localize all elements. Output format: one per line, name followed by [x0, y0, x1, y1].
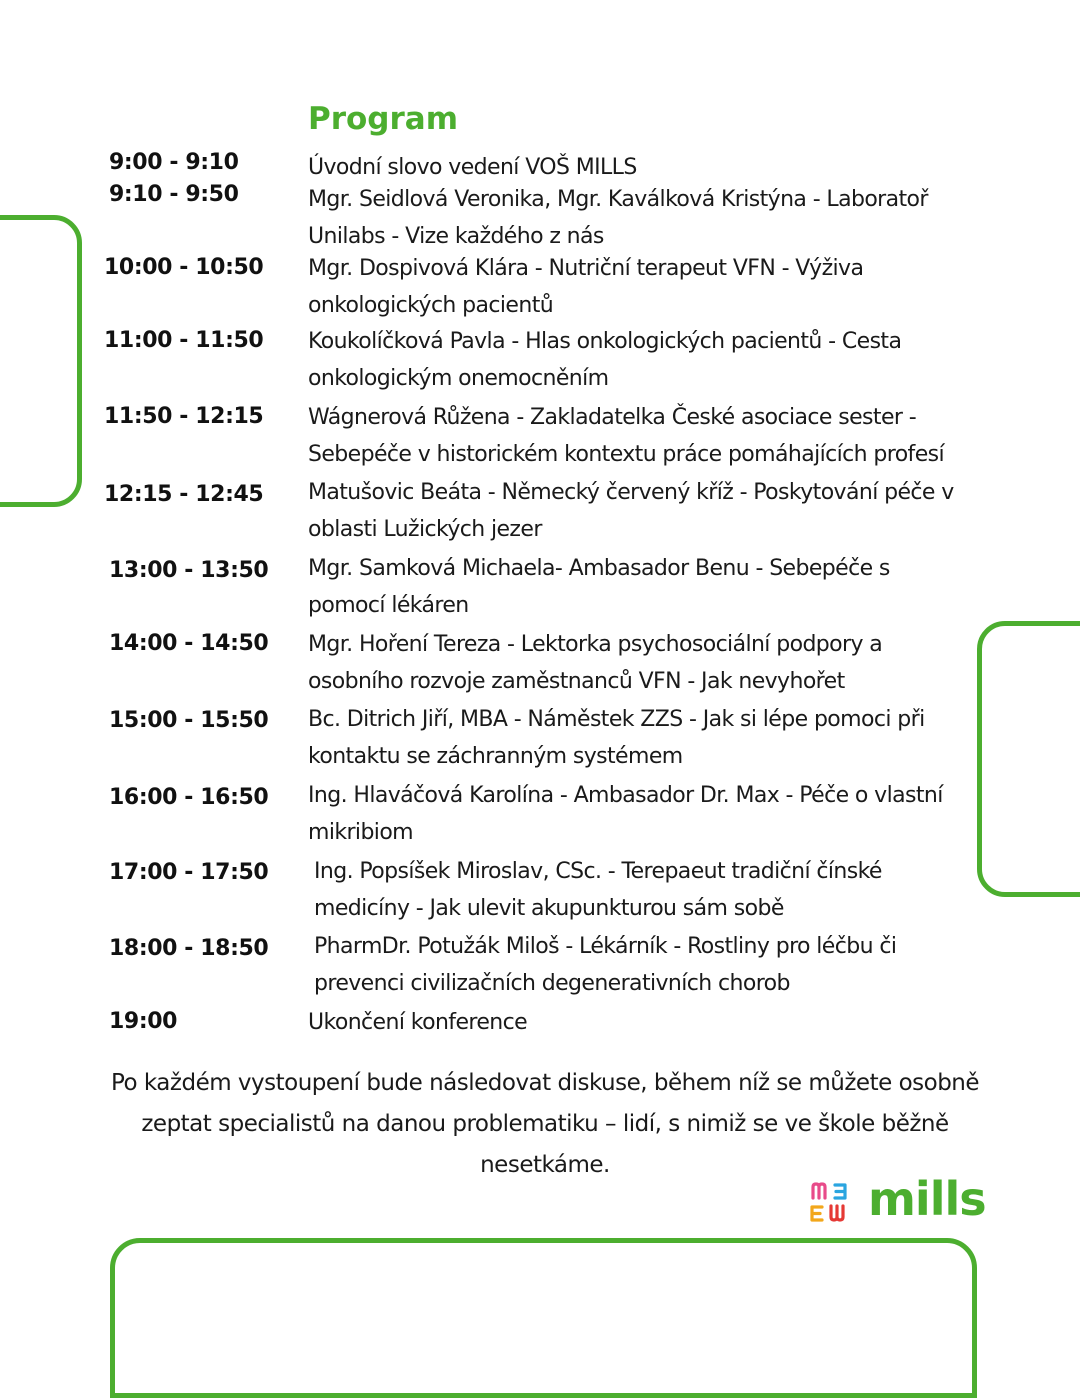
time-slot: 17:00 - 17:50 [109, 860, 269, 885]
talk-description: Wágnerová Růžena - Zakladatelka České asociace sester - Sebepéče v historickém kontextu práce pomáhajících profesí [308, 405, 945, 467]
time-slot: 11:00 - 11:50 [104, 328, 264, 353]
time-slot: 15:00 - 15:50 [109, 708, 269, 733]
time-slot: 10:00 - 10:50 [104, 255, 264, 280]
talk-description: Koukolíčková Pavla - Hlas onkologických pacientů - Cesta onkologickým onemocněním [308, 329, 902, 391]
talk-description: Ing. Hlaváčová Karolína - Ambasador Dr. Max - Péče o vlastní mikribiom [308, 783, 943, 845]
talk-description: Mgr. Samková Michaela- Ambasador Benu - Sebepéče s pomocí lékáren [308, 556, 890, 618]
decorative-frame-bottom [110, 1238, 977, 1398]
time-slot: 14:00 - 14:50 [109, 631, 269, 656]
talk-description: Mgr. Hoření Tereza - Lektorka psychosociální podpory a osobního rozvoje zaměstnanců VFN - Jak nevyhořet [308, 632, 883, 694]
logo-wordmark: mills [868, 1172, 986, 1226]
talk-description: Bc. Ditrich Jiří, MBA - Náměstek ZZS - Jak si lépe pomoci při kontaktu se záchranným systémem [308, 707, 925, 769]
talk-description: Mgr. Seidlová Veronika, Mgr. Kaválková Kristýna - Laboratoř Unilabs - Vize každého z nás [308, 187, 928, 249]
discussion-note: Po každém vystoupení bude následovat diskuse, během níž se můžete osobně zeptat specialistů na danou problematiku – lidí, s nimiž se ve škole běžně nesetkáme. [110, 1070, 980, 1178]
talk-description: Ukončení konference [308, 1010, 528, 1035]
time-slot: 19:00 [109, 1009, 178, 1034]
talk-description: Mgr. Dospivová Klára - Nutriční terapeut VFN - Výživa onkologických pacientů [308, 256, 864, 318]
time-slot: 9:00 - 9:10 [109, 150, 239, 175]
time-slot: 18:00 - 18:50 [109, 936, 269, 961]
talk-description: Ing. Popsíšek Miroslav, CSc. - Terepaeut tradiční čínské medicíny - Jak ulevit akupunkturou sám sobě [314, 859, 882, 921]
time-slot: 9:10 - 9:50 [109, 182, 239, 207]
mills-logo [808, 1172, 986, 1232]
time-slot: 11:50 - 12:15 [104, 404, 264, 429]
talk-description: Matušovic Beáta - Německý červený kříž - Poskytování péče v oblasti Lužických jezer [308, 480, 954, 542]
talk-description: PharmDr. Potužák Miloš - Lékárník - Rostliny pro léčbu či prevenci civilizačních degenerativních chorob [314, 934, 897, 996]
logo-letters-icon [808, 1180, 864, 1230]
time-slot: 13:00 - 13:50 [109, 558, 269, 583]
time-slot: 16:00 - 16:50 [109, 785, 269, 810]
talk-description: Úvodní slovo vedení VOŠ MILLS [308, 155, 637, 180]
program-title: Program [308, 101, 459, 137]
time-slot: 12:15 - 12:45 [104, 482, 264, 507]
